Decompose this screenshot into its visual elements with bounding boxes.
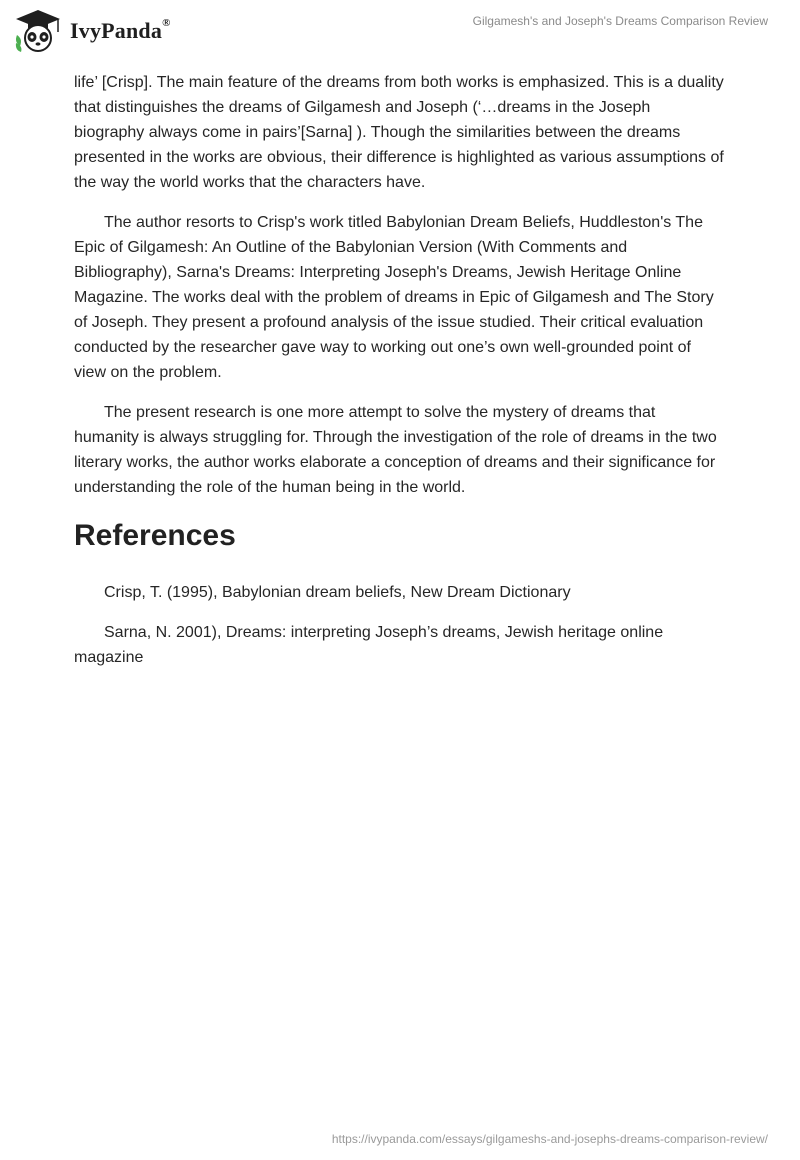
body-paragraph-3: The present research is one more attempt to solve the mystery of dreams that humanity is always struggling for. Through the investigation of the role of dreams in the two literary works, the author works elaborate a conception of dreams and their significance for understanding the role of the human being in the world. (74, 404, 717, 496)
reference-item-crisp: Crisp, T. (1995), Babylonian dream beliefs, New Dream Dictionary (104, 584, 571, 601)
page-header (0, 0, 800, 70)
brand-name: IvyPanda® (70, 17, 171, 43)
body-paragraph-2: The author resorts to Crisp's work titled Babylonian Dream Beliefs, Huddleston's The Epic of Gilgamesh: An Outline of the Babylonian Version (With Comments and Bibliography), Sarna's Dreams: Interpreting Joseph's Dreams, Jewish Heritage Online Magazine. The works deal with the problem of dreams in Epic of Gilgamesh and The Story of Joseph. They present a profound analysis of the issue studied. Their critical evaluation conducted by the researcher gave way to working out one’s own well-grounded point of view on the problem. (74, 214, 714, 381)
references-heading: References (74, 519, 236, 552)
reference-item-sarna: Sarna, N. 2001), Dreams: interpreting Joseph’s dreams, Jewish heritage online magazine (74, 624, 664, 666)
ivypanda-logo[interactable] (12, 8, 171, 54)
essay-content (74, 70, 724, 685)
document-title: Gilgamesh's and Joseph's Dreams Comparison Review (472, 14, 768, 28)
body-paragraph-1: life’ [Crisp]. The main feature of the dreams from both works is emphasized. This is a duality that distinguishes the dreams of Gilgamesh and Joseph (‘…dreams in the Joseph biography always come in pairs’[Sarna] ). Though the similarities between the dreams presented in the works are obvious, their difference is highlighted as various assumptions of the way the world works that the characters have. (74, 74, 724, 191)
panda-graduation-icon (12, 8, 64, 54)
trademark-mark: ® (162, 17, 171, 29)
source-url[interactable]: https://ivypanda.com/essays/gilgameshs-and-josephs-dreams-comparison-review/ (331, 1132, 768, 1146)
